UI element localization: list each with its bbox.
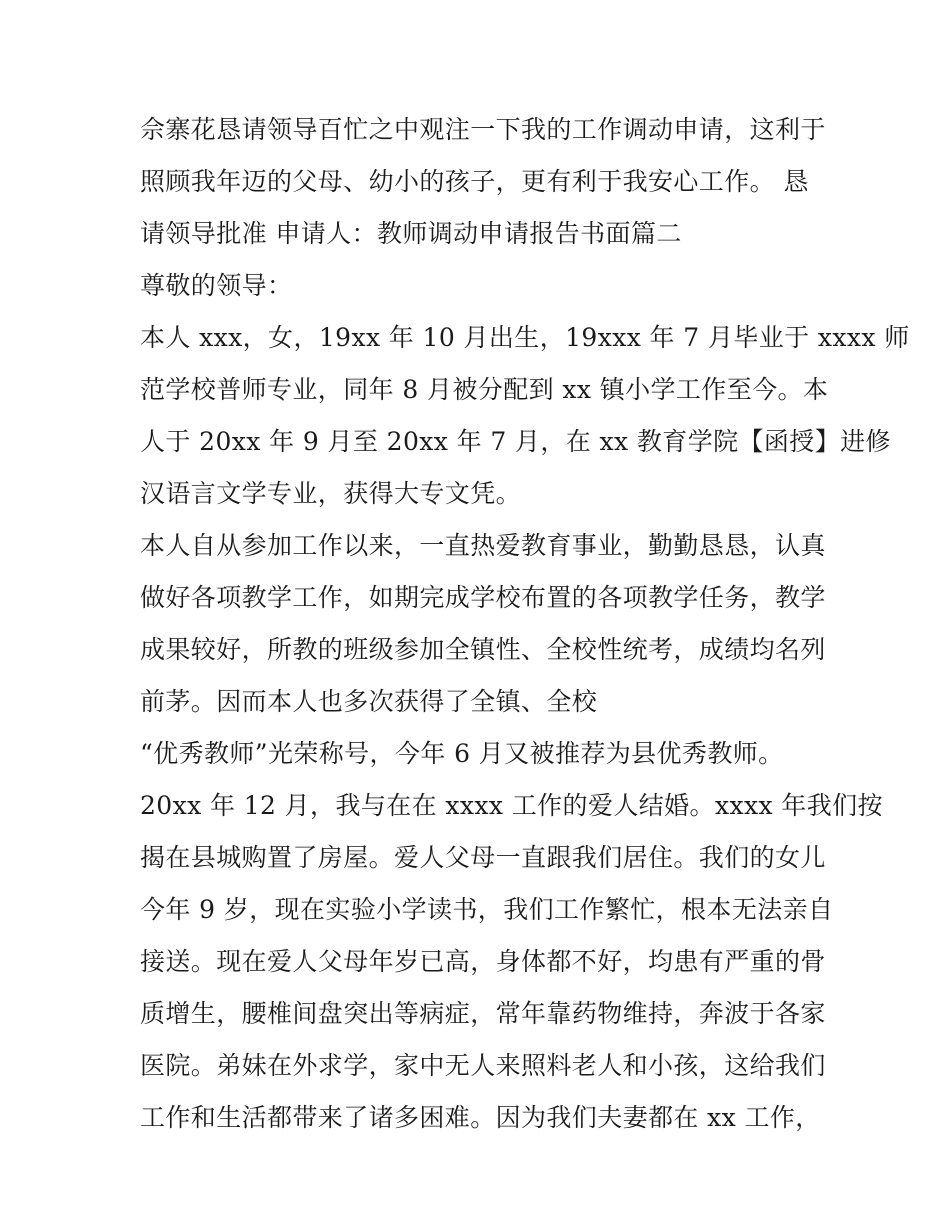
text-line: 工作和生活都带来了诸多困难。因为我们夫妻都在 xx 工作， [140, 1103, 821, 1132]
document-body [140, 104, 910, 1144]
text-line: 医院。弟妹在外求学，家中无人来照料老人和小孩，这给我们 [140, 1051, 826, 1080]
text-line: 20xx 年 12 月，我与在在 xxxx 工作的爱人结婚。xxxx 年我们按 [140, 791, 883, 820]
text-line: 范学校普师专业，同年 8 月被分配到 xx 镇小学工作至今。本 [140, 375, 829, 404]
text-line: 质增生，腰椎间盘突出等病症，常年靠药物维持，奔波于各家 [140, 999, 826, 1028]
text-line: 照顾我年迈的父母、幼小的孩子，更有利于我安心工作。 恳 [140, 167, 809, 196]
text-line: 前茅。因而本人也多次获得了全镇、全校 [140, 687, 598, 716]
text-line: 做好各项教学工作，如期完成学校布置的各项教学任务，教学 [140, 583, 826, 612]
text-line: 本人自从参加工作以来，一直热爱教育事业，勤勤恳恳，认真 [140, 531, 826, 560]
text-line: 人于 20xx 年 9 月至 20xx 年 7 月，在 xx 教育学院【函授】进修 [140, 427, 891, 456]
text-line: 佘寨花恳请领导百忙之中观注一下我的工作调动申请，这利于 [140, 115, 826, 144]
text-line: “优秀教师”光荣称号，今年 6 月又被推荐为县优秀教师。 [140, 739, 784, 768]
text-line: 成果较好，所教的班级参加全镇性、全校性统考，成绩均名列 [140, 635, 826, 664]
text-line: 接送。现在爱人父母年岁已高，身体都不好，均患有严重的骨 [140, 947, 826, 976]
text-line: 汉语言文学专业，获得大专文凭。 [140, 479, 522, 508]
text-line: 本人 xxx，女，19xx 年 10 月出生，19xxx 年 7 月毕业于 xxxx 师 [140, 323, 910, 352]
text-line: 今年 9 岁，现在实验小学读书，我们工作繁忙，根本无法亲自 [140, 895, 834, 924]
text-line: 请领导批准 申请人：教师调动申请报告书面篇二 [140, 219, 682, 248]
salutation: 尊敬的领导： [140, 271, 293, 300]
text-line: 揭在县城购置了房屋。爱人父母一直跟我们居住。我们的女儿 [140, 843, 826, 872]
